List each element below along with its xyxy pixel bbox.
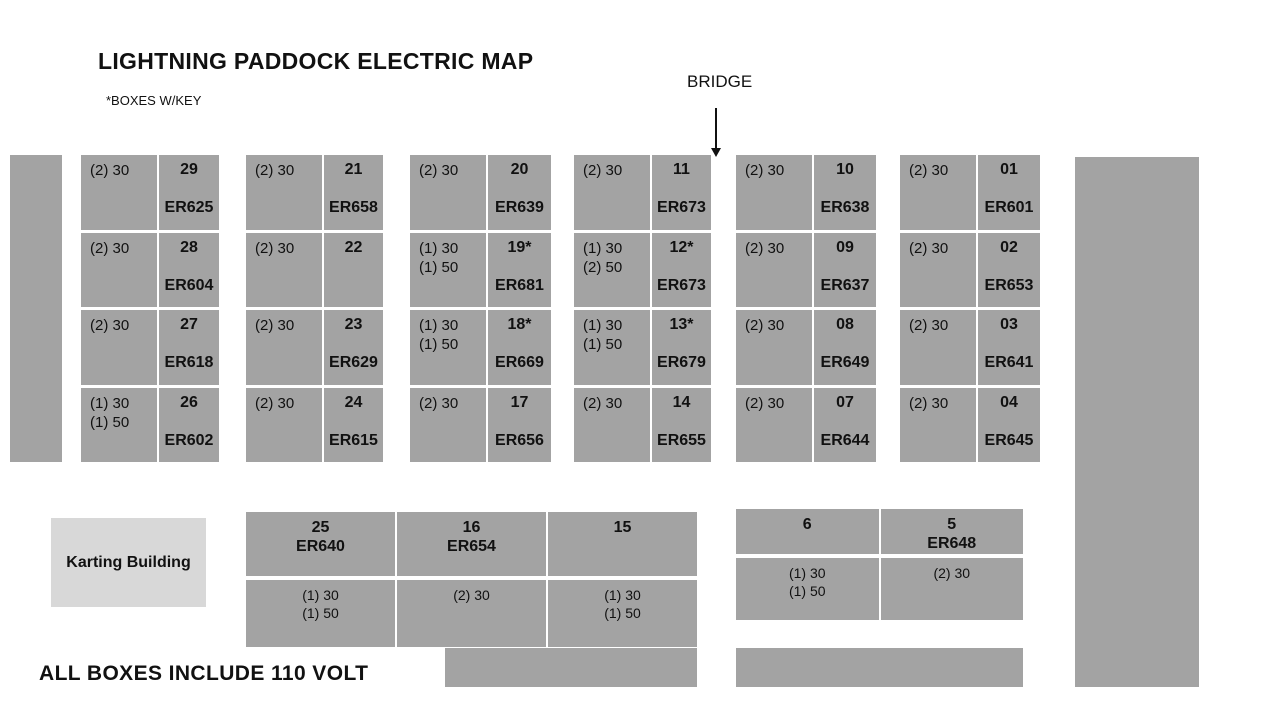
site-row bbox=[246, 155, 383, 230]
site-er-code: ER673 bbox=[657, 276, 706, 294]
site-box bbox=[324, 155, 383, 230]
site-er-code: ER601 bbox=[984, 199, 1034, 216]
bottom-site-power-spec: (2) 30 bbox=[881, 558, 1024, 620]
site-power-spec: (2) 30 bbox=[246, 155, 322, 230]
site-number: 12* bbox=[669, 238, 694, 256]
site-er-code: ER638 bbox=[820, 199, 870, 216]
site-number: 14 bbox=[672, 393, 691, 411]
bottom-lot-right bbox=[736, 648, 1023, 687]
site-number: 01 bbox=[1000, 161, 1018, 178]
site-power-spec: (2) 30 bbox=[574, 155, 650, 230]
site-er-code: ER655 bbox=[657, 431, 706, 449]
site-power-spec: (2) 30 bbox=[736, 233, 812, 308]
site-box bbox=[652, 155, 711, 230]
site-er-code: ER602 bbox=[164, 431, 214, 449]
map-title: LIGHTNING PADDOCK ELECTRIC MAP bbox=[98, 48, 534, 74]
site-number: 23 bbox=[344, 316, 363, 333]
bottom-site-label: 15 bbox=[548, 512, 697, 576]
site-row bbox=[900, 388, 1040, 463]
site-box bbox=[978, 310, 1040, 385]
site-box bbox=[652, 233, 711, 308]
site-number: 11 bbox=[673, 161, 690, 178]
keys-note: *BOXES W/KEY bbox=[106, 93, 202, 108]
right-strip bbox=[1075, 157, 1199, 687]
footer-note: ALL BOXES INCLUDE 110 VOLT bbox=[39, 662, 369, 685]
paddock-column-6 bbox=[900, 155, 1040, 462]
site-er-code: ER681 bbox=[495, 276, 544, 294]
bottom-site-power-spec: (1) 30 (1) 50 bbox=[736, 558, 879, 620]
site-row bbox=[736, 233, 876, 308]
site-row bbox=[900, 155, 1040, 230]
site-power-spec: (2) 30 bbox=[900, 233, 976, 308]
site-number: 09 bbox=[836, 238, 854, 256]
bottom-site-label: 25 ER640 bbox=[246, 512, 395, 576]
site-er-code: ER644 bbox=[820, 431, 870, 449]
site-number: 27 bbox=[180, 316, 198, 333]
site-er-code: ER618 bbox=[164, 354, 214, 371]
site-box bbox=[978, 155, 1040, 230]
site-row bbox=[574, 233, 711, 308]
site-box bbox=[488, 388, 551, 463]
site-power-spec: (2) 30 bbox=[900, 388, 976, 463]
site-power-spec: (2) 30 bbox=[900, 310, 976, 385]
site-row bbox=[81, 233, 219, 308]
site-number: 20 bbox=[510, 161, 529, 178]
site-row bbox=[574, 388, 711, 463]
paddock-column-1 bbox=[81, 155, 219, 462]
site-power-spec: (2) 30 bbox=[246, 233, 322, 308]
site-power-spec: (2) 30 bbox=[736, 388, 812, 463]
bridge-label: BRIDGE bbox=[687, 72, 753, 91]
site-number: 04 bbox=[1000, 393, 1018, 411]
site-box bbox=[488, 310, 551, 385]
site-number: 18* bbox=[507, 316, 532, 333]
site-er-code: ER679 bbox=[657, 354, 706, 371]
site-row bbox=[81, 155, 219, 230]
site-row bbox=[736, 388, 876, 463]
paddock-column-3 bbox=[410, 155, 551, 462]
paddock-column-2 bbox=[246, 155, 383, 462]
karting-building: Karting Building bbox=[51, 518, 206, 607]
site-box bbox=[488, 233, 551, 308]
site-power-spec: (2) 30 bbox=[900, 155, 976, 230]
site-power-spec: (2) 30 bbox=[574, 388, 650, 463]
site-power-spec: (2) 30 bbox=[81, 155, 157, 230]
site-number: 29 bbox=[180, 161, 198, 178]
site-er-code: ER637 bbox=[820, 276, 870, 294]
site-box bbox=[978, 233, 1040, 308]
site-box bbox=[814, 388, 876, 463]
site-er-code: ER673 bbox=[657, 199, 706, 216]
bottom-site-label: 5 ER648 bbox=[881, 509, 1024, 554]
site-er-code: ER653 bbox=[984, 276, 1034, 294]
site-power-spec: (2) 30 bbox=[736, 155, 812, 230]
site-row bbox=[410, 233, 551, 308]
site-power-spec: (1) 30 (2) 50 bbox=[574, 233, 650, 308]
site-number: 19* bbox=[507, 238, 532, 256]
site-row bbox=[410, 155, 551, 230]
site-power-spec: (2) 30 bbox=[410, 388, 486, 463]
site-row bbox=[246, 233, 383, 308]
site-row bbox=[736, 155, 876, 230]
site-er-code: ER656 bbox=[495, 431, 544, 449]
site-box bbox=[814, 310, 876, 385]
site-row bbox=[900, 233, 1040, 308]
site-number: 28 bbox=[180, 238, 198, 256]
bottom-site-label: 16 ER654 bbox=[397, 512, 546, 576]
site-number: 10 bbox=[836, 161, 854, 178]
site-box bbox=[978, 388, 1040, 463]
bottom-lot-left bbox=[445, 648, 697, 687]
bottom-site-power-spec: (1) 30 (1) 50 bbox=[246, 580, 395, 647]
site-er-code: ER658 bbox=[329, 199, 378, 216]
site-er-code: ER649 bbox=[820, 354, 870, 371]
site-power-spec: (1) 30 (1) 50 bbox=[410, 233, 486, 308]
site-row bbox=[410, 388, 551, 463]
site-box bbox=[159, 155, 219, 230]
site-box bbox=[324, 388, 383, 463]
site-box bbox=[652, 310, 711, 385]
bottom-right-paddock bbox=[736, 509, 1023, 620]
site-power-spec: (2) 30 bbox=[81, 233, 157, 308]
site-er-code: ER669 bbox=[495, 354, 544, 371]
site-number: 03 bbox=[1000, 316, 1018, 333]
site-row bbox=[736, 310, 876, 385]
site-number: 21 bbox=[344, 161, 363, 178]
site-er-code: ER615 bbox=[329, 431, 378, 449]
paddock-column-5 bbox=[736, 155, 876, 462]
site-number: 22 bbox=[344, 238, 363, 256]
left-strip bbox=[10, 155, 62, 462]
site-number: 17 bbox=[510, 393, 529, 411]
site-er-code: ER645 bbox=[984, 431, 1034, 449]
bottom-site-power-spec: (2) 30 bbox=[397, 580, 546, 647]
site-row bbox=[410, 310, 551, 385]
bottom-left-paddock bbox=[246, 512, 697, 647]
site-power-spec: (1) 30 (1) 50 bbox=[410, 310, 486, 385]
site-er-code: ER641 bbox=[984, 354, 1034, 371]
site-number: 07 bbox=[836, 393, 854, 411]
site-er-code: ER604 bbox=[164, 276, 214, 294]
site-number: 24 bbox=[344, 393, 363, 411]
site-row bbox=[246, 388, 383, 463]
site-box bbox=[159, 310, 219, 385]
site-power-spec: (2) 30 bbox=[736, 310, 812, 385]
site-number: 02 bbox=[1000, 238, 1018, 256]
site-box bbox=[814, 155, 876, 230]
site-er-code: ER625 bbox=[164, 199, 214, 216]
site-number: 08 bbox=[836, 316, 854, 333]
site-row bbox=[574, 310, 711, 385]
site-power-spec: (2) 30 bbox=[81, 310, 157, 385]
bottom-site-label: 6 bbox=[736, 509, 879, 554]
site-row bbox=[81, 310, 219, 385]
paddock-column-4 bbox=[574, 155, 711, 462]
site-box bbox=[652, 388, 711, 463]
site-number: 26 bbox=[180, 393, 198, 411]
site-power-spec: (1) 30 (1) 50 bbox=[81, 388, 157, 463]
site-row bbox=[900, 310, 1040, 385]
bridge-arrow bbox=[715, 108, 717, 150]
site-er-code: ER639 bbox=[495, 199, 544, 216]
site-box bbox=[814, 233, 876, 308]
bridge-arrow-head bbox=[711, 148, 721, 157]
site-er-code: ER629 bbox=[329, 354, 378, 371]
site-box bbox=[324, 233, 383, 308]
site-power-spec: (1) 30 (1) 50 bbox=[574, 310, 650, 385]
site-number: 13* bbox=[669, 316, 694, 333]
site-row bbox=[246, 310, 383, 385]
site-row bbox=[81, 388, 219, 463]
site-power-spec: (2) 30 bbox=[246, 388, 322, 463]
bottom-site-power-spec: (1) 30 (1) 50 bbox=[548, 580, 697, 647]
site-power-spec: (2) 30 bbox=[410, 155, 486, 230]
site-row bbox=[574, 155, 711, 230]
site-power-spec: (2) 30 bbox=[246, 310, 322, 385]
site-box bbox=[324, 310, 383, 385]
site-box bbox=[488, 155, 551, 230]
site-box bbox=[159, 233, 219, 308]
site-box bbox=[159, 388, 219, 463]
